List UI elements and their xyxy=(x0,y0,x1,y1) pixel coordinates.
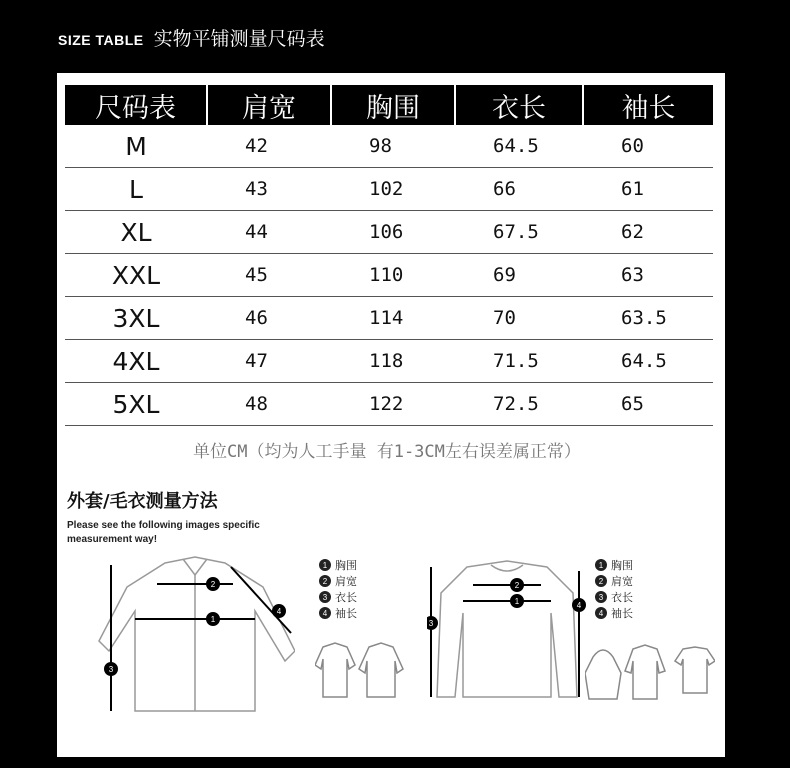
blazer-icon xyxy=(359,643,403,697)
size-cell: XXL xyxy=(65,254,207,297)
shirt-measure-diagram xyxy=(95,551,295,721)
sleeve-cell: 63.5 xyxy=(583,297,713,340)
title-en: SIZE TABLE xyxy=(58,32,144,48)
length-cell: 66 xyxy=(455,168,583,211)
header-chest: 胸围 xyxy=(331,85,455,125)
sleeve-cell: 63 xyxy=(583,254,713,297)
header-length: 衣长 xyxy=(455,85,583,125)
svg-text:4: 4 xyxy=(576,601,582,610)
legend-item: 1 胸围 xyxy=(595,557,633,573)
header-shoulder: 肩宽 xyxy=(207,85,331,125)
sleeve-cell: 65 xyxy=(583,383,713,426)
shoulder-cell: 42 xyxy=(207,125,331,168)
size-card xyxy=(57,73,725,757)
shoulder-cell: 46 xyxy=(207,297,331,340)
table-row xyxy=(65,211,713,254)
chest-cell: 122 xyxy=(331,383,455,426)
table-row xyxy=(65,297,713,340)
size-cell: 3XL xyxy=(65,297,207,340)
sleeve-cell: 62 xyxy=(583,211,713,254)
chest-cell: 114 xyxy=(331,297,455,340)
knitwear-icons xyxy=(585,643,715,703)
length-cell: 71.5 xyxy=(455,340,583,383)
chest-cell: 102 xyxy=(331,168,455,211)
header-sleeve: 袖长 xyxy=(583,85,713,125)
legend-item: 2 肩宽 xyxy=(595,573,633,589)
table-row xyxy=(65,383,713,426)
method-instructions xyxy=(67,519,260,547)
legend-item: 4 袖长 xyxy=(595,605,633,621)
sleeve-cell: 60 xyxy=(583,125,713,168)
svg-text:1: 1 xyxy=(514,597,520,606)
legend-item: 2 肩宽 xyxy=(319,573,357,589)
svg-text:2: 2 xyxy=(514,581,520,590)
legend-item: 3 衣长 xyxy=(319,589,357,605)
hoodie-icon xyxy=(585,650,621,699)
legend-shirt xyxy=(319,557,357,621)
sweater-measure-diagram xyxy=(427,557,587,707)
chest-cell: 106 xyxy=(331,211,455,254)
sleeve-cell: 64.5 xyxy=(583,340,713,383)
cardigan-icon xyxy=(625,645,665,699)
size-cell: 4XL xyxy=(65,340,207,383)
legend-item: 1 胸围 xyxy=(319,557,357,573)
table-row xyxy=(65,168,713,211)
legend-item: 4 袖长 xyxy=(319,605,357,621)
tshirt-icon xyxy=(675,647,715,693)
size-table xyxy=(65,85,713,426)
size-cell: 5XL xyxy=(65,383,207,426)
length-cell: 70 xyxy=(455,297,583,340)
title-zh: 实物平铺测量尺码表 xyxy=(153,28,325,50)
unit-note: 单位CM（均为人工手量 有1-3CM左右误差属正常） xyxy=(193,442,581,462)
size-cell: XL xyxy=(65,211,207,254)
svg-text:1: 1 xyxy=(210,615,216,624)
chest-cell: 110 xyxy=(331,254,455,297)
size-cell: L xyxy=(65,168,207,211)
shoulder-cell: 44 xyxy=(207,211,331,254)
shoulder-cell: 47 xyxy=(207,340,331,383)
svg-text:3: 3 xyxy=(108,665,114,674)
length-cell: 67.5 xyxy=(455,211,583,254)
table-row xyxy=(65,254,713,297)
size-cell: M xyxy=(65,125,207,168)
table-row xyxy=(65,340,713,383)
length-cell: 72.5 xyxy=(455,383,583,426)
denim-jacket-icon xyxy=(315,643,355,697)
shoulder-cell: 48 xyxy=(207,383,331,426)
length-cell: 64.5 xyxy=(455,125,583,168)
page-header xyxy=(58,24,325,51)
method-instructions-line: Please see the following images specific xyxy=(67,520,260,531)
header-size: 尺码表 xyxy=(65,85,207,125)
legend-sweater xyxy=(595,557,633,621)
shoulder-cell: 45 xyxy=(207,254,331,297)
chest-cell: 118 xyxy=(331,340,455,383)
table-row xyxy=(65,125,713,168)
chest-cell: 98 xyxy=(331,125,455,168)
svg-text:4: 4 xyxy=(276,607,282,616)
sleeve-cell: 61 xyxy=(583,168,713,211)
shoulder-cell: 43 xyxy=(207,168,331,211)
length-cell: 69 xyxy=(455,254,583,297)
table-header-row xyxy=(65,85,713,125)
svg-text:2: 2 xyxy=(210,580,216,589)
jacket-icons xyxy=(315,641,405,701)
method-title: 外套/毛衣测量方法 xyxy=(67,491,218,512)
method-instructions-line: measurement way! xyxy=(67,534,158,545)
legend-item: 3 衣长 xyxy=(595,589,633,605)
svg-text:3: 3 xyxy=(428,619,434,628)
